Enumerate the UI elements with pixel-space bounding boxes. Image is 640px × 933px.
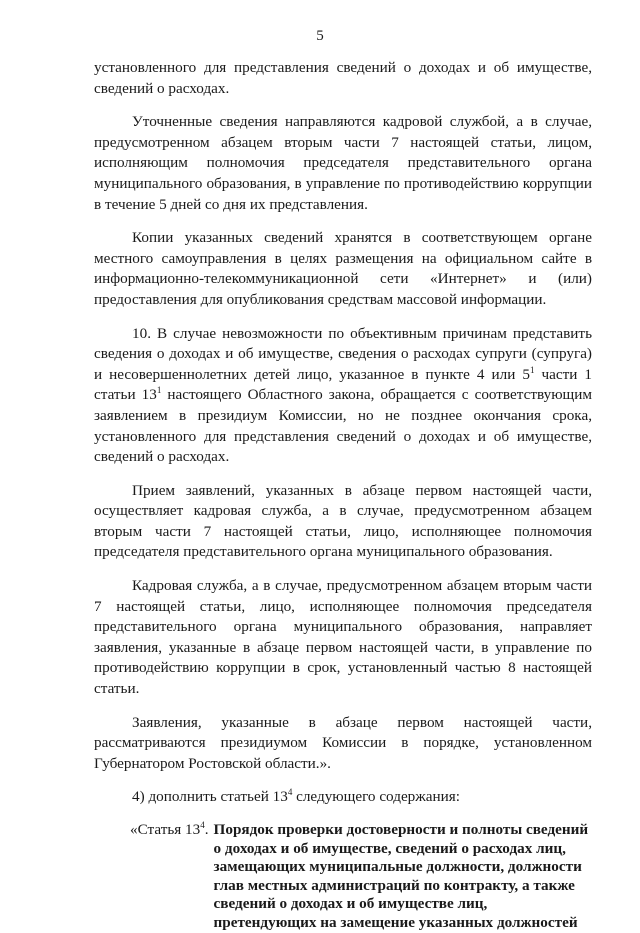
text-run: 10. В случае невозможности по объективным причинам представить сведения о доходах и об имуществе, сведения о расходах супруги (супруга) и несовершеннолетних детей лицо, указанное в пункте 4 или 5 [94,324,592,383]
article-title: Порядок проверки достоверности и полноты сведений о доходах и об имуществе, сведений о расходах лиц, замещающих муниципальные должности, должности глав местных администраций по контракту, а также сведений о доходах и об имуществе лиц, претендующих на замещение указанных должностей [213,821,589,931]
superscript: 1 [529,364,535,375]
text-run: Копии указанных сведений хранятся в соответствующем органе местного самоуправления в целях размещения на официальном сайте в информационно-телекоммуникационной сети «Интернет» и (или) предоставления для опубликования средствам массовой информации. [94,229,592,308]
paragraph-p3 [94,228,592,310]
paragraph-p8 [94,787,592,808]
paragraph-p1 [94,58,592,99]
text-run: установленного для представления сведений о доходах и об имуществе, сведений о расходах. [94,59,592,97]
text-run: следующего содержания: [292,788,460,806]
article-label-sup: 4 [200,819,205,830]
document-body [94,58,592,933]
superscript: 1 [156,385,162,396]
paragraph-p6 [94,576,592,700]
page-number: 5 [316,28,324,44]
text-run: части 1 статьи 13 [94,365,592,404]
text-run: Уточненные сведения направляются кадровой службой, а в случае, предусмотренном абзацем вторым части 7 настоящей статьи, лицом, исполняющим полномочия председателя представительного органа муниципального образования, в управление по противодействию коррупции в течение 5 дней со дня их представления. [94,113,592,213]
text-run: настоящего Областного закона, обращается с соответствующим заявлением в президиум Комиссии, но не позднее окончания срока, установленного для представления сведений о доходах и об имуществе, сведений о расходах. [94,386,592,466]
text-run: Кадровая служба, а в случае, предусмотренном абзацем вторым части 7 настоящей статьи, лицо, исполняющее полномочия председателя представительного органа муниципального образования, направляет заявления, указанные в абзаце первом настоящей части, в управление по противодействию коррупции в срок, установленный частью 8 настоящей статьи. [94,577,592,698]
paragraph-list [94,58,592,808]
paragraph-p7 [94,713,592,775]
paragraph-p2 [94,112,592,215]
superscript: 4 [287,787,293,798]
article-label [130,821,214,933]
text-run: Прием заявлений, указанных в абзаце первом настоящей части, осуществляет кадровая служба, а в случае, предусмотренном абзацем вторым части 7 настоящей статьи, лицо, исполняющее полномочия председателя представительного органа муниципального образования. [94,481,592,561]
paragraph-p4 [94,324,592,468]
article-label-suffix: . [204,821,209,838]
paragraph-p5 [94,481,592,563]
text-run: 4) дополнить статьей 13 [132,788,288,806]
article-label-prefix: «Статья 13 [130,821,201,838]
article-heading [94,821,592,933]
text-run: Заявления, указанные в абзаце первом настоящей части, рассматриваются президиумом Комиссии в порядке, установленном Губернатором Ростовской области.». [94,713,592,772]
